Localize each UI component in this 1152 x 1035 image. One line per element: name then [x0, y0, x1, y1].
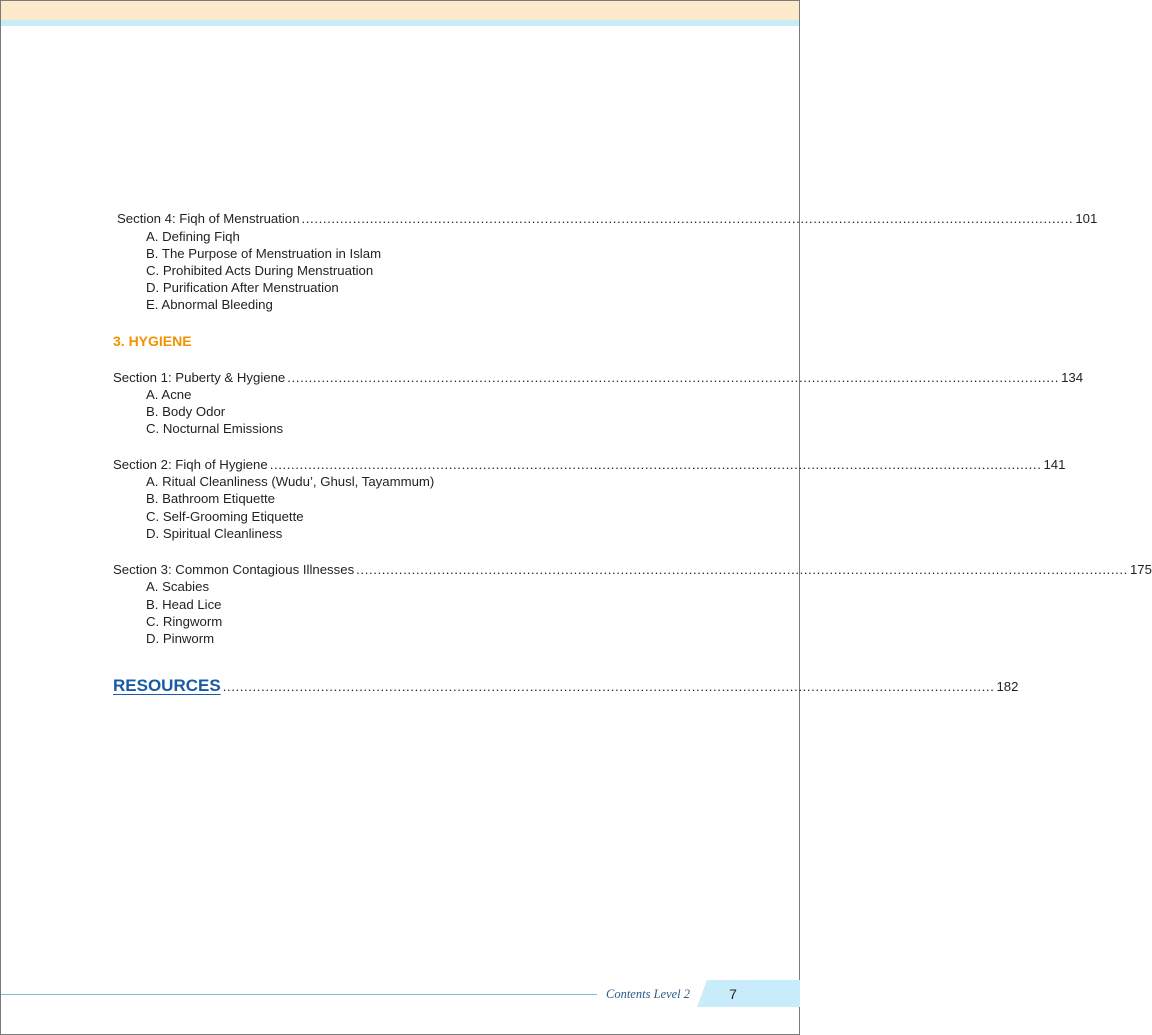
toc-entry-page: 141 — [1043, 457, 1066, 472]
toc-subitem: A. Acne — [146, 387, 192, 402]
toc-entry-label: Section 3: Common Contagious Illnesses — [113, 562, 355, 577]
toc-subitem: C. Ringworm — [146, 614, 223, 629]
footer-running-title: Contents Level 2 — [606, 987, 691, 1001]
resources-heading: RESOURCES — [113, 676, 221, 695]
toc-subitem: C. Self-Grooming Etiquette — [146, 509, 304, 524]
toc-entry-section4[interactable] — [117, 210, 1098, 228]
toc-subitem: B. Bathroom Etiquette — [146, 491, 276, 506]
chapter-heading-hygiene: 3. HYGIENE — [113, 333, 192, 349]
toc-entry-page: 134 — [1061, 370, 1084, 385]
toc-entry-page: 175 — [1129, 562, 1152, 577]
toc-subitem: A. Defining Fiqh — [146, 229, 240, 244]
page-number: 7 — [729, 986, 737, 1002]
toc-subitem: C. Prohibited Acts During Menstruation — [146, 263, 374, 278]
toc-entry-hygiene-section3[interactable] — [113, 561, 1152, 579]
toc-subitem: C. Nocturnal Emissions — [146, 421, 284, 436]
dot-leader: ..................................................................................................................................................................................... — [301, 211, 1074, 226]
footer-rule — [1, 994, 597, 995]
toc-subitem: E. Abnormal Bleeding — [146, 297, 273, 312]
toc-entry-label: Section 4: Fiqh of Menstruation — [117, 211, 300, 226]
top-blue-rule — [1, 20, 799, 26]
toc-entry-label: Section 1: Puberty & Hygiene — [113, 370, 286, 385]
toc-entry-label: Section 2: Fiqh of Hygiene — [113, 457, 268, 472]
toc-subitem: A. Ritual Cleanliness (Wudu’, Ghusl, Tayammum) — [146, 474, 435, 489]
toc-subitem: B. Body Odor — [146, 404, 226, 419]
toc-subitem: B. The Purpose of Menstruation in Islam — [146, 246, 382, 261]
toc-subitem: D. Pinworm — [146, 631, 215, 646]
dot-leader: ..................................................................................................................................................................................... — [287, 370, 1060, 385]
toc-entry-hygiene-section2[interactable] — [113, 456, 1066, 474]
toc-subitem: A. Scabies — [146, 579, 210, 594]
toc-entry-hygiene-section1[interactable] — [113, 369, 1084, 387]
top-color-band — [1, 1, 799, 20]
toc-subitem: B. Head Lice — [146, 597, 222, 612]
toc-entry-page: 182 — [996, 679, 1019, 694]
footer-page-tab — [697, 980, 800, 1007]
toc-subitem: D. Spiritual Cleanliness — [146, 526, 283, 541]
dot-leader: ..................................................................................................................................................................................... — [356, 562, 1128, 577]
toc-subitem: D. Purification After Menstruation — [146, 280, 339, 295]
dot-leader: ..................................................................................................................................................................................... — [222, 679, 995, 694]
dot-leader: ..................................................................................................................................................................................... — [269, 457, 1042, 472]
toc-entry-resources[interactable] — [113, 675, 1019, 699]
toc-entry-page: 101 — [1075, 211, 1098, 226]
